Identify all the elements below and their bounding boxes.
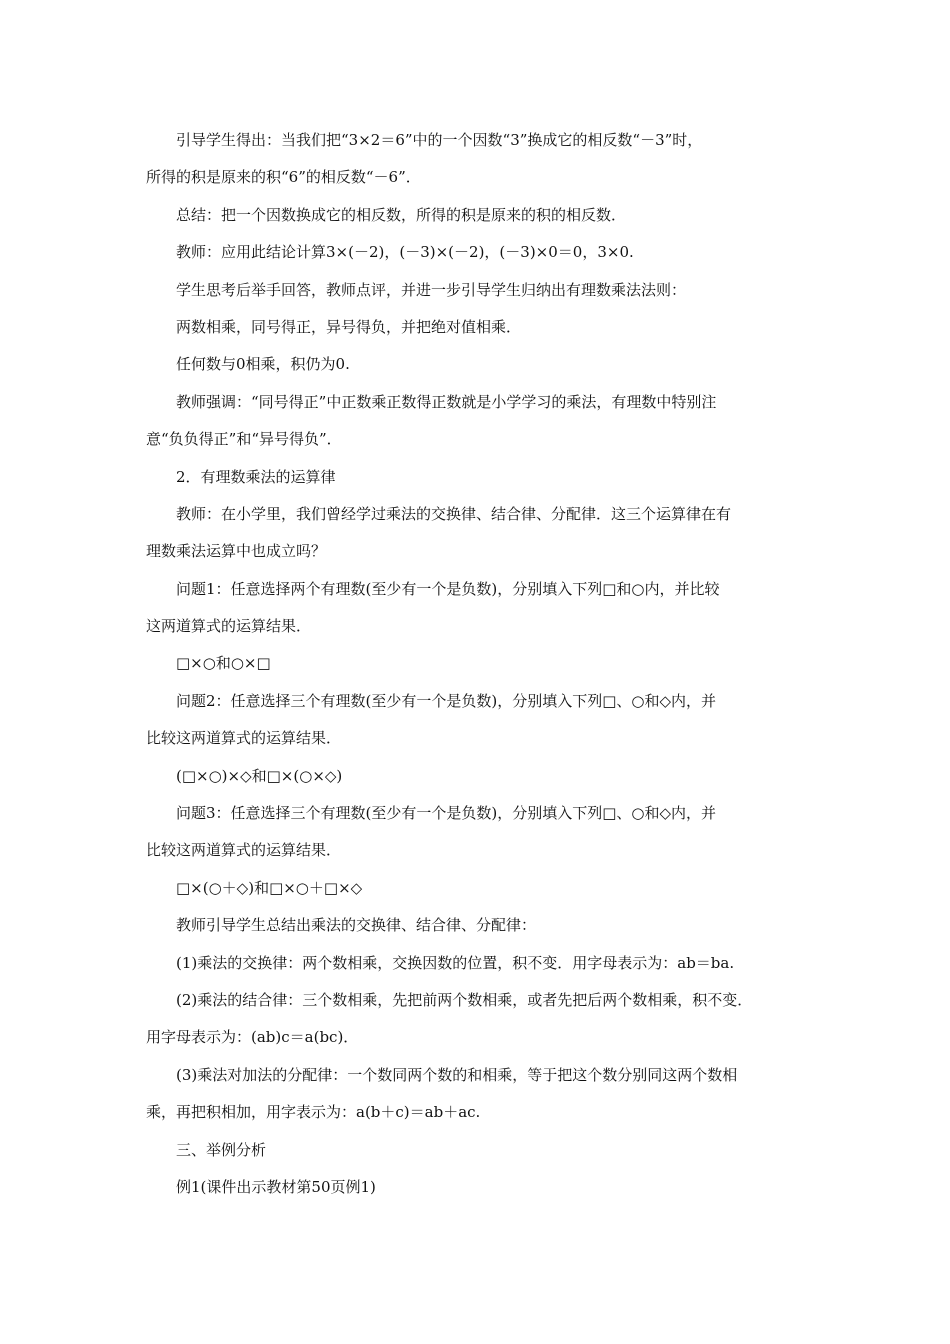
section-heading: 2．有理数乘法的运算律 — [176, 467, 336, 486]
text-line: 任何数与0相乘，积仍为0. — [176, 355, 350, 374]
text-line: 问题1：任意选择两个有理数(至少有一个是负数)，分别填入下列□和○内，并比较 — [176, 579, 720, 598]
text-line: 两数相乘，同号得正，异号得负，并把绝对值相乘． — [176, 317, 522, 336]
text-line: (3)乘法对加法的分配律：一个数同两个数的和相乘，等于把这个数分别同这两个数相 — [176, 1065, 738, 1084]
formula-line: □×○和○×□ — [176, 654, 271, 673]
text-line: 意“负负得正”和“异号得负”． — [146, 430, 342, 449]
text-line: (1)乘法的交换律：两个数相乘，交换因数的位置，积不变．用字母表示为：ab＝ba. — [176, 953, 735, 972]
text-line: 教师强调：“同号得正”中正数乘正数得正数就是小学学习的乘法，有理数中特别注 — [176, 392, 717, 411]
text-line: 教师：应用此结论计算3×(－2)，(－3)×(－2)，(－3)×0＝0，3×0. — [176, 243, 634, 262]
text-line: 引导学生得出：当我们把“3×2＝6”中的一个因数“3”换成它的相反数“－3”时， — [176, 131, 703, 149]
text-line: 问题3：任意选择三个有理数(至少有一个是负数)，分别填入下列□、○和◇内，并 — [176, 804, 717, 823]
text-line: 理数乘法运算中也成立吗？ — [146, 542, 327, 561]
document-body — [146, 122, 806, 1206]
text-line: 这两道算式的运算结果． — [146, 617, 312, 636]
text-line: 例1(课件出示教材第50页例1) — [176, 1177, 376, 1196]
formula-line: (□×○)×◇和□×(○×◇) — [176, 766, 343, 785]
text-line: 问题2：任意选择三个有理数(至少有一个是负数)，分别填入下列□、○和◇内，并 — [176, 691, 717, 710]
text-line: 乘，再把积相加，用字表示为：a(b＋c)＝ab＋ac. — [146, 1103, 481, 1122]
text-line: 教师引导学生总结出乘法的交换律、结合律、分配律： — [176, 916, 537, 935]
section-heading: 三、举例分析 — [176, 1140, 267, 1159]
text-line: 所得的积是原来的积“6”的相反数“－6”． — [146, 168, 421, 187]
text-line: 比较这两道算式的运算结果． — [146, 729, 342, 748]
text-line: 教师：在小学里，我们曾经学过乘法的交换律、结合律、分配律．这三个运算律在有 — [176, 504, 732, 523]
text-line: 比较这两道算式的运算结果． — [146, 841, 342, 860]
text-line: 总结：把一个因数换成它的相反数，所得的积是原来的积的相反数． — [176, 205, 627, 224]
text-line: (2)乘法的结合律：三个数相乘，先把前两个数相乘，或者先把后两个数相乘，积不变． — [176, 990, 753, 1009]
text-line: 用字母表示为：(ab)c＝a(bc)． — [146, 1028, 359, 1047]
formula-line: □×(○＋◇)和□×○＋□×◇ — [176, 878, 363, 897]
text-line: 学生思考后举手回答，教师点评，并进一步引导学生归纳出有理数乘法法则： — [176, 280, 687, 299]
